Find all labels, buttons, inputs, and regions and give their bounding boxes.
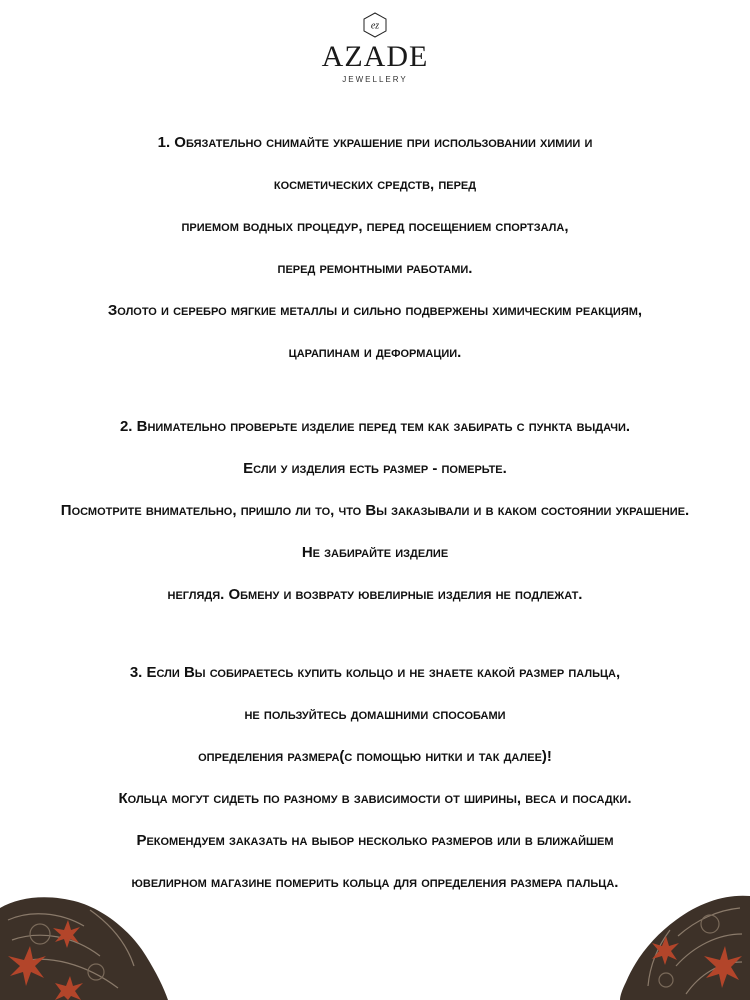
monogram-icon xyxy=(363,12,387,38)
text-line: царапинам и деформации. xyxy=(288,344,462,361)
text-line: 1. Обязательно снимайте украшение при использовании химии и xyxy=(157,134,593,151)
text-line: Не забирайте изделие xyxy=(301,544,449,561)
brand-subtitle: JEWELLERY xyxy=(342,75,408,84)
text-line: Если у изделия есть размер - померьте. xyxy=(243,460,507,477)
text-line: Кольца могут сидеть по разному в зависимости от ширины, веса и посадки. xyxy=(118,790,632,807)
text-line: ювелирном магазине померить кольца для определения размера пальца. xyxy=(131,874,619,891)
floral-ornament-right xyxy=(610,890,750,1000)
text-line: не пользуйтесь домашними способами xyxy=(244,706,506,723)
paragraph-care xyxy=(0,122,750,374)
text-line: приемом водных процедур, перед посещением спортзала, xyxy=(181,218,569,235)
text-line: 3. Если Вы собираетесь купить кольцо и не знаете какой размер пальца, xyxy=(129,664,621,681)
text-line: 2. Внимательно проверьте изделие перед тем как забирать с пункта выдачи. xyxy=(119,418,631,435)
brand-name: AZADE xyxy=(321,40,429,73)
text-line: определения размера(с помощью нитки и так далее)! xyxy=(198,748,552,765)
paragraph-ring-size xyxy=(0,652,750,904)
text-line: Рекомендуем заказать на выбор несколько размеров или в ближайшем xyxy=(136,832,614,849)
text-line: неглядя. Обмену и возврату ювелирные изделия не подлежат. xyxy=(167,586,583,603)
monogram-text: ez xyxy=(370,20,380,32)
text-line: перед ремонтными работами. xyxy=(277,260,473,277)
brand-logo xyxy=(0,12,750,84)
text-line: Посмотрите внимательно, пришло ли то, что Вы заказывали и в каком состоянии украшение. xyxy=(60,502,690,519)
text-line: Золото и серебро мягкие металлы и сильно подвержены химическим реакциям, xyxy=(107,302,643,319)
paragraph-pickup-check xyxy=(0,406,750,616)
text-line: косметических средств, перед xyxy=(273,176,477,193)
floral-ornament-left xyxy=(0,890,170,1000)
